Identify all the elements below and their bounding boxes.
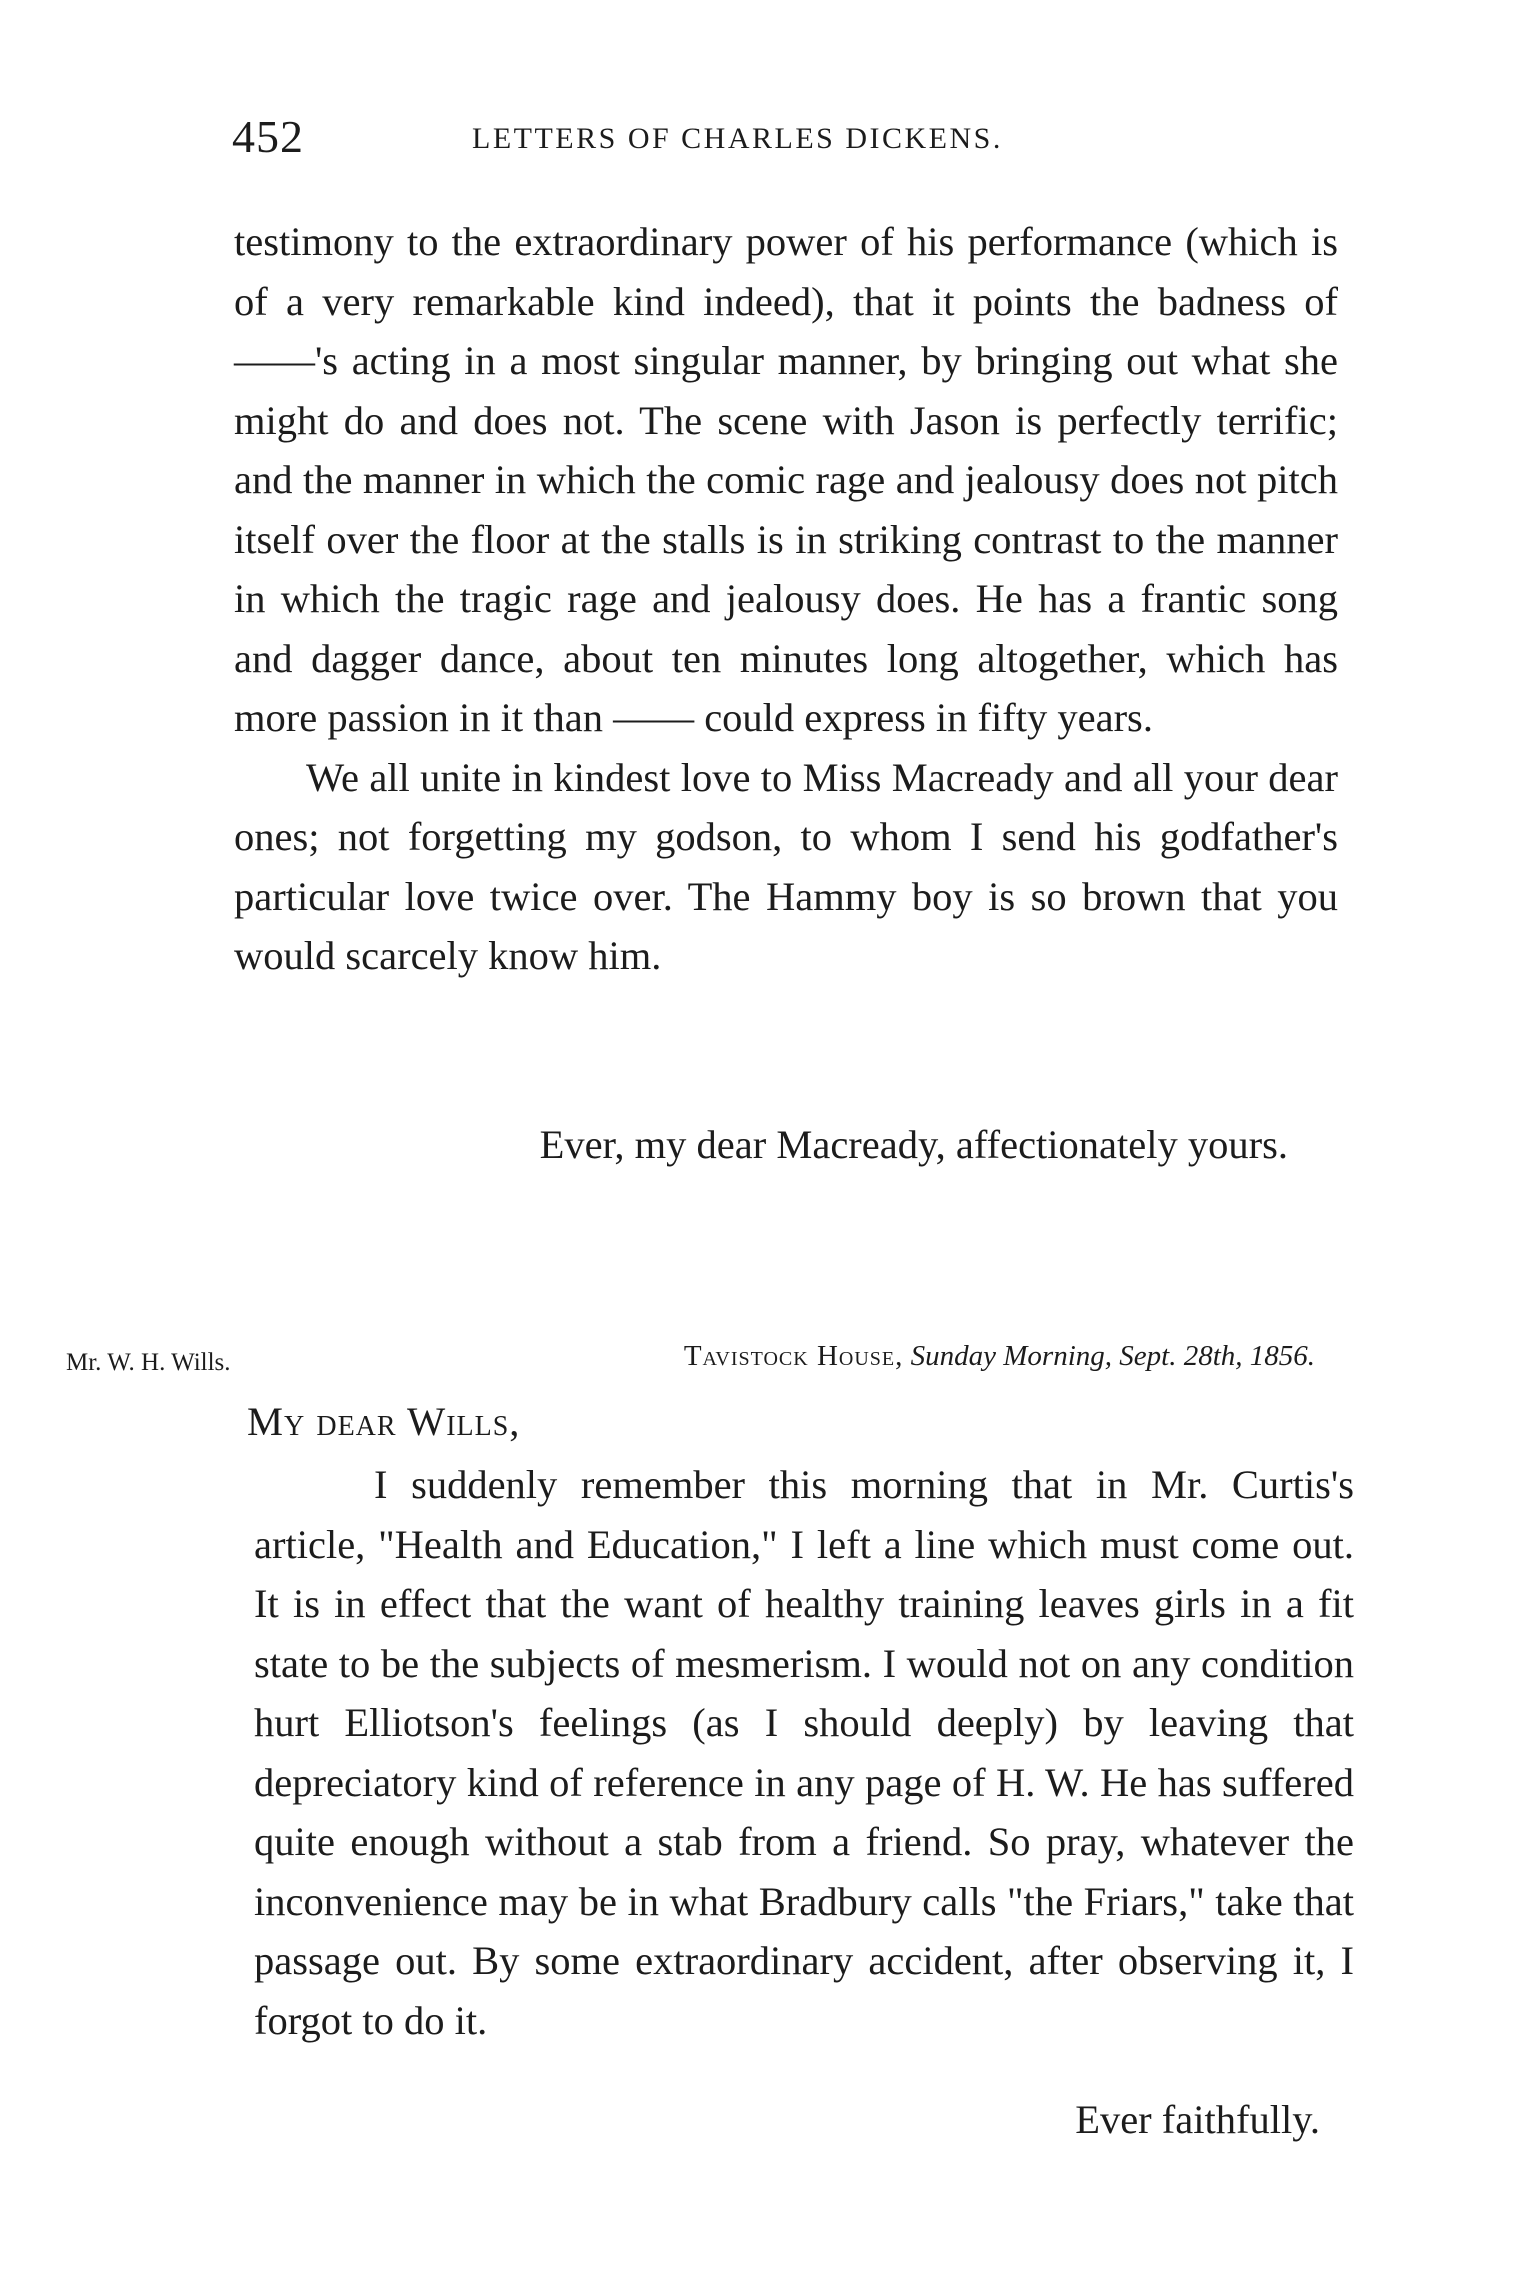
recipient-sidenote: Mr. W. H. Wills.: [66, 1349, 231, 1376]
page-number: 452: [232, 111, 304, 162]
letter-closing: Ever, my dear Macready, affectionately yours.: [539, 1122, 1288, 1167]
letter-dateline: [560, 1340, 1315, 1373]
dateline-date: Sunday Morning, Sept. 28th, 1856.: [910, 1340, 1315, 1372]
letter-salutation: My dear Wills,: [247, 1399, 521, 1444]
letter-paragraph: We all unite in kindest love to Miss Macready and all your dear ones; not forgetting my godson, to whom I send his godfather's particular love twice over. The Hammy boy is so brown that you would scarcely know him.: [234, 754, 1338, 978]
dateline-place: Tavistock House,: [683, 1340, 904, 1372]
letter-body: [254, 1455, 1354, 2050]
letter-continuation: [234, 212, 1338, 986]
page-header: [232, 110, 1342, 170]
running-title: LETTERS OF CHARLES DICKENS.: [472, 122, 1003, 155]
letter-paragraph: I suddenly remember this morning that in Mr. Curtis's article, "Health and Education," I left a line which must come out. It is in effect that the want of healthy training leaves girls in a fit state to be the subjects of mesmerism. I would not on any condition hurt Elliotson's feelings (as I should deeply) by leaving that depreciatory kind of reference in any page of H. W. He has suffered quite enough without a stab from a friend. So pray, whatever the inconvenience may be in what Bradbury calls "the Friars," take that passage out. By some extraordinary accident, after observing it, I forgot to do it.: [254, 1462, 1354, 2043]
letter-paragraph: testimony to the extraordinary power of his performance (which is of a very remarkable kind indeed), that it points the badness of ——'s acting in a most singular manner, by bringing out what she might do and does not. The scene with Jason is perfectly terrific; and the manner in which the comic rage and jealousy does not pitch itself over the floor at the stalls is in striking contrast to the manner in which the tragic rage and jealousy does. He has a frantic song and dagger dance, about ten minutes long altogether, which has more passion in it than —— could express in fifty years.: [234, 219, 1338, 740]
letter-closing: Ever faithfully.: [1075, 2097, 1320, 2142]
